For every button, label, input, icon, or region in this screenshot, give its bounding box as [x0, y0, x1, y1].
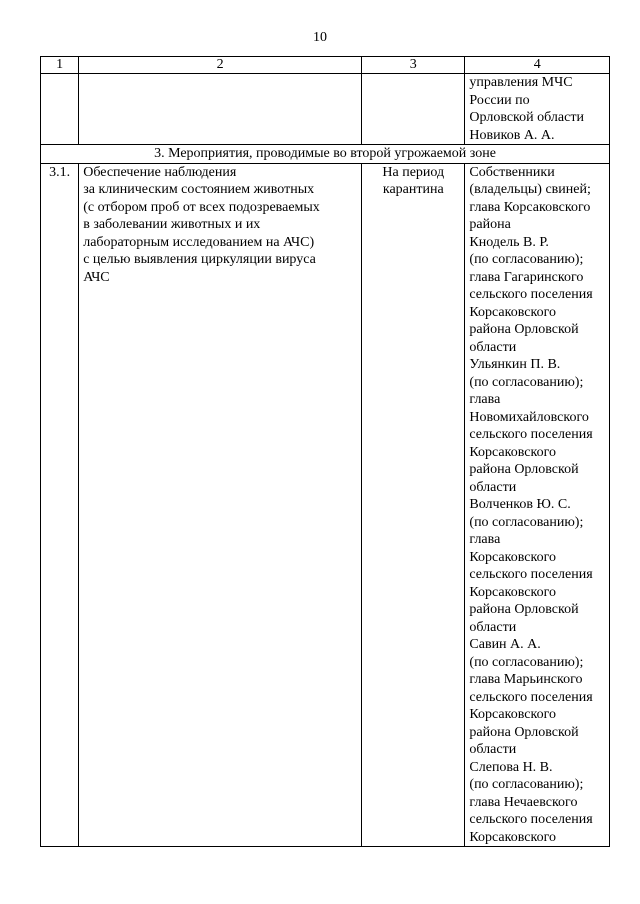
text-line: области	[469, 742, 517, 757]
text-line: Обеспечение наблюдения	[83, 164, 237, 180]
text-line: Корсаковского	[469, 444, 556, 460]
text-line: (с отбором проб от всех подозреваемых	[83, 199, 320, 215]
text-line: (по согласованию);	[469, 654, 584, 670]
text-line: Корсаковского	[469, 304, 556, 320]
header-cell-4: 4	[465, 57, 610, 74]
text-line: с целью выявления циркуляции вируса	[83, 252, 316, 267]
row-number: 3.1.	[41, 163, 79, 847]
text-line: На период	[382, 164, 445, 180]
text-line: России по	[469, 92, 530, 108]
header-cell-1: 1	[41, 57, 79, 74]
text-line: Савин А. А.	[469, 637, 541, 652]
section-row	[41, 145, 610, 164]
text-line: глава Нечаевского	[469, 794, 578, 810]
text-line: лабораторным исследованием на АЧС)	[83, 234, 315, 250]
text-line: области	[469, 479, 517, 495]
text-line: Корсаковского	[469, 549, 556, 565]
text-line: (по согласованию);	[469, 777, 584, 792]
text-line: глава	[469, 532, 501, 547]
text-line: района Орловской	[469, 724, 579, 740]
table-row	[41, 163, 610, 847]
text-line: сельского поселения	[469, 427, 593, 442]
text-line: Новомихайловского	[469, 409, 589, 425]
text-line: сельского поселения	[469, 567, 593, 582]
text-line: (по согласованию);	[469, 514, 584, 530]
text-line: Корсаковского	[469, 584, 556, 600]
text-line: глава	[469, 392, 501, 407]
text-line: управления МЧС	[469, 75, 573, 90]
text-line: области	[469, 619, 517, 635]
text-line: сельского поселения	[469, 812, 593, 827]
text-line: области	[469, 339, 517, 355]
text-line: района	[469, 217, 511, 232]
text-line: района Орловской	[469, 322, 579, 337]
text-line: Новиков А. А.	[469, 127, 555, 143]
text-line: сельского поселения	[469, 287, 593, 302]
text-line: карантина	[382, 182, 444, 197]
empty-cell	[41, 74, 79, 145]
measures-table	[40, 56, 610, 847]
empty-cell	[362, 74, 465, 145]
responsible-cell	[465, 163, 610, 847]
text-line: района Орловской	[469, 462, 579, 477]
term-cell	[362, 163, 465, 847]
text-line: (владельцы) свиней;	[469, 182, 591, 197]
page-number: 10	[313, 30, 327, 45]
responsible-cell-continued	[465, 74, 610, 145]
text-line: АЧС	[83, 269, 110, 285]
text-line: района Орловской	[469, 602, 579, 617]
text-line: Ульянкин П. В.	[469, 357, 561, 372]
text-line: за клиническим состоянием животных	[83, 182, 315, 197]
text-line: Волченков Ю. С.	[469, 497, 571, 512]
text-line: глава Марьинского	[469, 672, 583, 687]
text-line: Кнодель В. Р.	[469, 234, 549, 250]
text-line: в заболевании животных и их	[83, 217, 261, 232]
table-header-row	[41, 57, 610, 74]
text-line: глава Корсаковского	[469, 199, 591, 215]
text-line: (по согласованию);	[469, 374, 584, 390]
text-line: (по согласованию);	[469, 252, 584, 267]
description-cell	[79, 163, 362, 847]
header-cell-2: 2	[79, 57, 362, 74]
text-line: Корсаковского	[469, 707, 556, 722]
text-line: Корсаковского	[469, 829, 556, 845]
text-line: Собственники	[469, 164, 555, 180]
table-row-continued	[41, 74, 610, 145]
text-line: глава Гагаринского	[469, 269, 584, 285]
text-line: Орловской области	[469, 110, 584, 125]
header-cell-3: 3	[362, 57, 465, 74]
text-line: сельского поселения	[469, 689, 593, 705]
section-title: 3. Мероприятия, проводимые во второй угрожаемой зоне	[41, 145, 610, 164]
text-line: Слепова Н. В.	[469, 759, 553, 775]
empty-cell	[79, 74, 362, 145]
